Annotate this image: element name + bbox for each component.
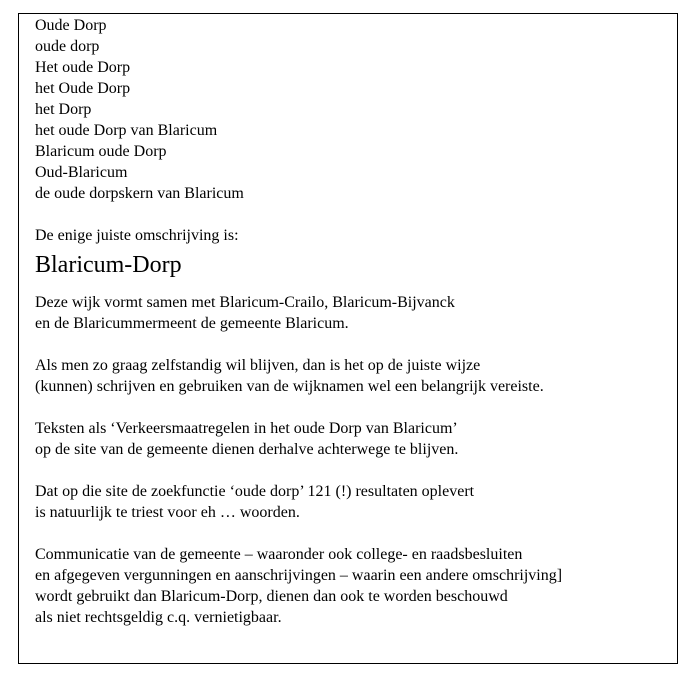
variant-item: de oude dorpskern van Blaricum [35, 185, 244, 202]
paragraph-line: Deze wijk vormt samen met Blaricum-Crailo, Blaricum-Bijvanck [35, 294, 455, 311]
paragraph-line: (kunnen) schrijven en gebruiken van de wijknamen wel een belangrijk vereiste. [35, 378, 544, 395]
paragraph-line: Als men zo graag zelfstandig wil blijven, dan is het op de juiste wijze [35, 357, 481, 374]
page-heading: Blaricum-Dorp [35, 252, 182, 278]
paragraph [35, 481, 675, 523]
variant-item: Oud-Blaricum [35, 164, 128, 181]
document-body [35, 15, 675, 628]
paragraph-line: Communicatie van de gemeente – waaronder ook college- en raadsbesluiten [35, 546, 523, 563]
variant-item: oude dorp [35, 38, 100, 55]
spacer [35, 204, 675, 225]
paragraph-line: wordt gebruikt dan Blaricum-Dorp, dienen dan ook te worden beschouwd [35, 588, 508, 605]
paragraph [35, 355, 675, 397]
variant-item: het oude Dorp van Blaricum [35, 122, 218, 139]
paragraph [35, 418, 675, 460]
variant-item: Oude Dorp [35, 17, 107, 34]
paragraph [35, 292, 675, 334]
spacer [35, 397, 675, 418]
spacer [35, 460, 675, 481]
spacer [35, 334, 675, 355]
paragraph-line: is natuurlijk te triest voor eh … woorden. [35, 504, 300, 521]
intro-text: De enige juiste omschrijving is: [35, 227, 239, 244]
variant-item: Het oude Dorp [35, 59, 131, 76]
paragraph-line: en de Blaricummermeent de gemeente Blaricum. [35, 315, 349, 332]
paragraph-line: Dat op die site de zoekfunctie ‘oude dorp’ 121 (!) resultaten oplevert [35, 483, 475, 500]
variant-item: het Oude Dorp [35, 80, 131, 97]
paragraph [35, 544, 675, 628]
paragraph-line: Teksten als ‘Verkeersmaatregelen in het oude Dorp van Blaricum’ [35, 420, 458, 437]
spacer [35, 523, 675, 544]
variant-item: het Dorp [35, 101, 92, 118]
variant-item: Blaricum oude Dorp [35, 143, 167, 160]
variant-list [35, 15, 675, 204]
paragraph-line: als niet rechtsgeldig c.q. vernietigbaar. [35, 609, 282, 626]
paragraph-line: op de site van de gemeente dienen derhalve achterwege te blijven. [35, 441, 459, 458]
paragraph-line: en afgegeven vergunningen en aanschrijvingen – waarin een andere omschrijving] [35, 567, 563, 584]
